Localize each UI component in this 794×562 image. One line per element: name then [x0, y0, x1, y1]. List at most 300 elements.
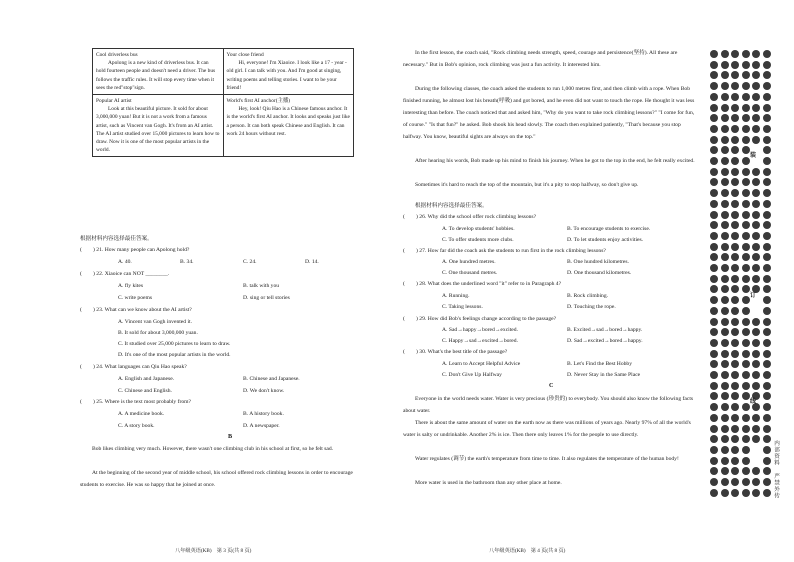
q27-option-d[interactable]: D. One thousand kilometres.	[567, 270, 632, 276]
binding-dot	[710, 125, 718, 133]
binding-dot	[742, 168, 750, 176]
binding-dot	[763, 71, 771, 79]
binding-dot	[742, 371, 750, 379]
q29-option-a[interactable]: A. Sad→happy→bored→excited.	[442, 327, 518, 333]
binding-dot	[710, 200, 718, 208]
binding-dot	[763, 318, 771, 326]
binding-dot	[721, 146, 729, 154]
q29-option-d[interactable]: D. Sad→excited→bored→happy.	[567, 338, 643, 344]
cell-title: Popular AI artist	[96, 98, 132, 105]
binding-dot	[742, 104, 750, 112]
binding-dot	[763, 328, 771, 336]
binding-dot	[710, 382, 718, 390]
binding-dot	[721, 382, 729, 390]
binding-dot	[731, 146, 739, 154]
binding-dot	[721, 339, 729, 347]
binding-dot	[710, 136, 718, 144]
binding-dot	[721, 371, 729, 379]
binding-mark-zhuang: 装	[750, 152, 757, 159]
passage-b-paragraph-2: At the beginning of the second year of middle school, his school offered rock climbing lessons in order to encourage students to exercise. He was so happy that he joined at once.	[80, 470, 353, 488]
binding-dot	[752, 328, 760, 336]
page-footer-left: 八年级英语(KB) 第 3 页(共 8 页)	[175, 548, 252, 554]
binding-dot	[763, 253, 771, 261]
binding-dot	[710, 275, 718, 283]
binding-dot	[742, 296, 750, 304]
binding-dot	[752, 350, 760, 358]
q24-option-b[interactable]: B. Chinese and Japanese.	[243, 376, 300, 382]
binding-dot	[710, 403, 718, 411]
binding-dot	[742, 414, 750, 422]
binding-dot	[763, 189, 771, 197]
binding-dot	[742, 307, 750, 315]
binding-mark-ding: 订	[750, 292, 757, 299]
q27-option-c[interactable]: C. One thousand metres.	[442, 270, 498, 276]
binding-dot	[742, 478, 750, 486]
binding-dot	[721, 136, 729, 144]
binding-dot	[731, 71, 739, 79]
section-c-heading: C	[549, 382, 554, 389]
binding-dot	[710, 82, 718, 90]
passage-c-paragraph-3: Water regulates (调节) the earth's temperature from time to time. It also regulates the temperature of the human body!	[415, 456, 679, 462]
q21-option-b[interactable]: B. 34.	[180, 259, 194, 265]
question-23: ( ) 23. What can we know about the AI artist?	[80, 307, 192, 313]
section-b-heading: B	[228, 433, 233, 440]
q28-option-d[interactable]: D. Touching the rope.	[567, 304, 616, 310]
binding-dot	[763, 478, 771, 486]
binding-dot	[731, 489, 739, 497]
binding-dot	[742, 435, 750, 443]
binding-dot	[721, 264, 729, 272]
binding-dot	[752, 339, 760, 347]
binding-dot	[752, 168, 760, 176]
binding-dot	[763, 392, 771, 400]
binding-dot	[763, 414, 771, 422]
binding-dot	[710, 189, 718, 197]
binding-dot	[710, 221, 718, 229]
binding-dot	[742, 275, 750, 283]
binding-dot	[763, 232, 771, 240]
binding-dot	[710, 50, 718, 58]
binding-dot	[752, 104, 760, 112]
binding-dot-strip	[710, 50, 784, 500]
binding-dot	[742, 467, 750, 475]
binding-dot	[752, 189, 760, 197]
binding-dot	[763, 125, 771, 133]
binding-dot	[710, 435, 718, 443]
binding-dot	[763, 221, 771, 229]
question-21: ( ) 21. How many people can Apolong hold?	[80, 247, 190, 253]
binding-dot	[763, 104, 771, 112]
q22-option-b[interactable]: B. talk with you	[243, 283, 280, 289]
binding-dot	[742, 253, 750, 261]
binding-dot	[752, 221, 760, 229]
q24-option-d[interactable]: D. We don't know.	[243, 388, 285, 394]
binding-dot	[742, 328, 750, 336]
binding-dot	[710, 489, 718, 497]
binding-dot	[752, 478, 760, 486]
binding-dot	[742, 71, 750, 79]
binding-dot	[752, 243, 760, 251]
cell-title: Cool driverless bus	[96, 52, 138, 58]
binding-dot	[721, 275, 729, 283]
q29-option-b[interactable]: B. Excited→sad→bored→happy.	[567, 327, 643, 333]
binding-dot	[710, 371, 718, 379]
binding-dot	[763, 114, 771, 122]
q28-option-a[interactable]: A. Running.	[442, 293, 470, 299]
binding-dot	[763, 489, 771, 497]
binding-dot	[731, 467, 739, 475]
binding-dot	[710, 178, 718, 186]
binding-dot	[710, 232, 718, 240]
binding-dot	[710, 243, 718, 251]
binding-dot	[721, 93, 729, 101]
binding-dot	[731, 328, 739, 336]
cell-body: Hi, everyone! I'm Xiaoice. I look like a 17 - year - old girl. I can talk with you. And I'm good at singing, writing poems and telling stories. I want to be your friend!	[226, 60, 347, 91]
binding-dot	[721, 360, 729, 368]
binding-dot	[763, 264, 771, 272]
binding-dot	[752, 93, 760, 101]
passage-b-paragraph-5: After hearing his words, Bob made up his mind to finish his journey. When he got to the top in the end, he felt really excited.	[415, 158, 695, 164]
q26-option-a[interactable]: A. To develop students' hobbies.	[442, 226, 515, 232]
binding-dot	[710, 264, 718, 272]
binding-dot	[731, 446, 739, 454]
binding-dot	[752, 200, 760, 208]
q26-option-b[interactable]: B. To encourage students to exercise.	[567, 226, 651, 232]
binding-dot	[763, 360, 771, 368]
binding-dot	[742, 339, 750, 347]
binding-dot	[710, 478, 718, 486]
q28-option-b[interactable]: B. Rock climbing.	[567, 293, 609, 299]
binding-dot	[721, 200, 729, 208]
binding-dot	[721, 232, 729, 240]
binding-dot	[731, 178, 739, 186]
binding-dot	[763, 146, 771, 154]
binding-dot	[710, 339, 718, 347]
q25-option-c[interactable]: C. A story book.	[118, 423, 155, 429]
table-cell-anchor	[223, 95, 354, 157]
q30-option-a[interactable]: A. Learn to Accept Helpful Advice	[442, 361, 521, 367]
cell-body: Apolong is a new kind of driverless bus. It can hold fourteen people and doesn't need a driver. The bus follows the traffic rules. It will stop every time when it sees the red"stop"sign.	[96, 60, 216, 91]
q26-option-d[interactable]: D. To let students enjoy activities.	[567, 237, 644, 243]
q22-option-a[interactable]: A. fly kites	[118, 283, 144, 289]
binding-dot	[721, 457, 729, 465]
binding-dot	[752, 136, 760, 144]
binding-dot	[752, 253, 760, 261]
binding-dot	[742, 136, 750, 144]
binding-dot	[742, 93, 750, 101]
cell-body: Hey, look! Qiu Hao is a Chinese famous anchor. It is the world's first AI anchor. It looks and speaks just like a person. It can both speak Chinese and English. It can work 24 hours without rest.	[226, 106, 350, 137]
q29-option-c[interactable]: C. Happy→sad→excited→bored.	[442, 338, 518, 344]
binding-dot	[731, 136, 739, 144]
q30-option-b[interactable]: B. Let's Find the Best Hobby	[567, 361, 633, 367]
binding-dot	[742, 200, 750, 208]
binding-dot	[763, 382, 771, 390]
binding-dot	[763, 435, 771, 443]
binding-dot	[721, 253, 729, 261]
binding-dot	[742, 457, 750, 465]
q23-option-d[interactable]: D. It's one of the most popular artists in the world.	[118, 352, 231, 358]
binding-dot	[742, 211, 750, 219]
binding-dot	[721, 71, 729, 79]
question-30: ( ) 30. What's the best title of the passage?	[403, 349, 508, 355]
binding-dot	[721, 350, 729, 358]
binding-dot	[731, 403, 739, 411]
binding-dot	[731, 285, 739, 293]
binding-dot	[742, 446, 750, 454]
binding-dot	[752, 71, 760, 79]
q23-option-b[interactable]: B. It sold for about 3,000,000 yuan.	[118, 330, 198, 336]
binding-dot	[721, 318, 729, 326]
binding-dot	[731, 61, 739, 69]
binding-dot	[721, 178, 729, 186]
binding-dot	[742, 125, 750, 133]
binding-dot	[710, 168, 718, 176]
binding-dot	[742, 285, 750, 293]
binding-dot	[763, 467, 771, 475]
q28-option-c[interactable]: C. Taking lessons.	[442, 304, 483, 310]
binding-dot	[763, 350, 771, 358]
binding-dot	[721, 114, 729, 122]
passage-b-paragraph-1: Bob likes climbing very much. However, there wasn't one climbing club in his school at first, so he felt sad.	[92, 446, 334, 452]
binding-dot	[752, 211, 760, 219]
q25-option-d[interactable]: D. A newspaper.	[243, 423, 280, 429]
binding-dot	[763, 200, 771, 208]
binding-dot	[742, 114, 750, 122]
binding-dot	[710, 467, 718, 475]
binding-dot	[742, 360, 750, 368]
binding-dot	[752, 489, 760, 497]
binding-dot	[721, 157, 729, 165]
q25-option-a[interactable]: A. A medicine book.	[118, 411, 165, 417]
binding-dot	[742, 50, 750, 58]
binding-dot	[731, 307, 739, 315]
binding-dot	[710, 457, 718, 465]
binding-dot	[752, 114, 760, 122]
binding-dot	[752, 435, 760, 443]
binding-dot	[752, 371, 760, 379]
binding-mark-xian: 线	[750, 398, 757, 405]
binding-dot	[710, 446, 718, 454]
instruction: 根据材料内容选择最佳答案。	[80, 236, 153, 242]
binding-dot	[731, 168, 739, 176]
q21-option-a[interactable]: A. 40.	[118, 259, 132, 265]
cell-title: Your close friend	[226, 52, 264, 58]
binding-dot	[721, 328, 729, 336]
binding-dot	[731, 371, 739, 379]
binding-dot	[763, 339, 771, 347]
passage-c-paragraph-4: More water is used in the bathroom than any other place at home.	[415, 480, 562, 486]
binding-dot	[763, 446, 771, 454]
binding-dot	[763, 307, 771, 315]
binding-dot	[710, 61, 718, 69]
binding-dot	[731, 425, 739, 433]
binding-dot	[763, 136, 771, 144]
binding-dot	[731, 114, 739, 122]
binding-dot	[721, 425, 729, 433]
binding-dot	[721, 392, 729, 400]
binding-dot	[721, 403, 729, 411]
q27-option-b[interactable]: B. One hundred kilometres.	[567, 259, 629, 265]
binding-dot	[763, 157, 771, 165]
binding-dot	[763, 403, 771, 411]
binding-dot	[763, 285, 771, 293]
binding-dot	[721, 489, 729, 497]
binding-dot	[721, 296, 729, 304]
binding-dot	[763, 178, 771, 186]
question-24: ( ) 24. What languages can Qiu Hao speak?	[80, 364, 187, 370]
question-28: ( ) 28. What does the underlined word "it" refer to in Paragraph 4?	[403, 281, 562, 287]
binding-dot	[731, 275, 739, 283]
binding-dot	[763, 457, 771, 465]
passage-c-paragraph-2: There is about the same amount of water on the earth now as there was millions of years ago. Nearly 97% of all the world's water is salty or undrinkable. Another 2% is ice. Then there only leaves 1% for the people to use directly.	[403, 420, 691, 438]
cell-body: Look at this beautiful picture. It sold for about 3,000,000 yuan! But it is not a work from a famous artist, such as Vincent van Gogh. It's from an AI artist. The AI artist studied over 15,000 pictures to learn how to draw. Now it is one of the most popular artists in the world.	[96, 106, 220, 154]
binding-dot	[731, 189, 739, 197]
q26-option-c[interactable]: C. To offer students more clubs.	[442, 237, 514, 243]
binding-dot	[710, 360, 718, 368]
binding-dot	[721, 82, 729, 90]
binding-dot	[731, 211, 739, 219]
binding-dot	[742, 425, 750, 433]
binding-dot	[731, 200, 739, 208]
binding-dot	[742, 243, 750, 251]
table-cell-artist	[93, 95, 224, 157]
q23-option-a[interactable]: A. Vincent van Gogh invented it.	[118, 319, 192, 325]
binding-dot	[763, 61, 771, 69]
binding-dot	[710, 93, 718, 101]
question-27: ( ) 27. How far did the coach ask the students to run first in the rock climbing lessons?	[403, 248, 606, 254]
binding-dot	[721, 435, 729, 443]
binding-dot	[752, 82, 760, 90]
question-29: ( ) 29. How did Bob's feelings change according to the passage?	[403, 316, 557, 322]
binding-dot	[742, 61, 750, 69]
binding-dot	[731, 392, 739, 400]
binding-dot	[731, 93, 739, 101]
question-25: ( ) 25. Where is the text most probably from?	[80, 399, 191, 405]
binding-dot	[742, 232, 750, 240]
binding-dot	[731, 232, 739, 240]
binding-dot	[763, 93, 771, 101]
binding-dot	[763, 82, 771, 90]
table-cell-friend	[223, 49, 354, 95]
binding-dot	[710, 296, 718, 304]
binding-dot	[721, 61, 729, 69]
binding-dot	[731, 104, 739, 112]
binding-dot	[710, 307, 718, 315]
binding-dot	[710, 318, 718, 326]
binding-dot	[752, 467, 760, 475]
binding-dot	[721, 221, 729, 229]
binding-dot	[752, 264, 760, 272]
binding-dot	[721, 446, 729, 454]
binding-dot	[710, 285, 718, 293]
ai-info-table	[92, 48, 354, 157]
q25-option-b[interactable]: B. A history book.	[243, 411, 284, 417]
binding-dot	[710, 328, 718, 336]
q24-option-a[interactable]: A. English and Japanese.	[118, 376, 175, 382]
q24-option-c[interactable]: C. Chinese and English.	[118, 388, 172, 394]
binding-dot	[752, 360, 760, 368]
binding-dot	[710, 211, 718, 219]
binding-dot	[763, 211, 771, 219]
cell-title: World's first AI anchor(主播)	[226, 98, 291, 105]
binding-dot	[752, 414, 760, 422]
page-footer-right: 八年级英语(KB) 第 4 页(共 8 页)	[489, 548, 566, 554]
q23-option-c[interactable]: C. It studied over 25,000 pictures to learn to draw.	[118, 341, 231, 347]
binding-note: 内部资料 严禁外传	[773, 440, 779, 500]
q22-option-c[interactable]: C. write poems	[118, 295, 153, 301]
binding-dot	[742, 178, 750, 186]
binding-dot	[710, 253, 718, 261]
binding-dot	[731, 478, 739, 486]
binding-dot	[710, 157, 718, 165]
binding-dot	[710, 104, 718, 112]
binding-dot	[742, 318, 750, 326]
binding-dot	[731, 350, 739, 358]
q22-option-d[interactable]: D. sing or tell stories	[243, 295, 290, 301]
binding-dot	[731, 50, 739, 58]
binding-dot	[752, 125, 760, 133]
binding-dot	[731, 414, 739, 422]
binding-dot	[710, 425, 718, 433]
binding-dot	[763, 425, 771, 433]
binding-dot	[763, 243, 771, 251]
binding-dot	[752, 232, 760, 240]
binding-dot	[731, 157, 739, 165]
q30-option-c[interactable]: C. Don't Give Up Halfway	[442, 372, 502, 378]
binding-dot	[721, 168, 729, 176]
binding-dot	[742, 157, 750, 165]
binding-dot	[731, 221, 739, 229]
binding-dot	[752, 50, 760, 58]
binding-dot	[710, 146, 718, 154]
binding-dot	[710, 414, 718, 422]
binding-dot	[710, 114, 718, 122]
binding-dot	[721, 125, 729, 133]
binding-dot	[742, 382, 750, 390]
q27-option-a[interactable]: A. One hundred metres.	[442, 259, 496, 265]
question-22: ( ) 22. Xiaoice can NOT ________.	[80, 271, 170, 277]
binding-dot	[731, 296, 739, 304]
q30-option-d[interactable]: D. Never Stay in the Same Place	[567, 372, 641, 378]
binding-dot	[752, 178, 760, 186]
binding-dot	[731, 264, 739, 272]
binding-dot	[763, 50, 771, 58]
binding-dot	[763, 168, 771, 176]
binding-dot	[710, 392, 718, 400]
passage-b-paragraph-6: Sometimes it's hard to reach the top of the mountain, but it's a pity to stop halfway, so don't give up.	[415, 182, 639, 188]
binding-dot	[752, 318, 760, 326]
passage-c-paragraph-1: Everyone in the world needs water. Water is very precious (珍贵的) to everybody. You should also know the following facts about water.	[403, 396, 694, 414]
binding-dot	[721, 478, 729, 486]
q21-option-c[interactable]: C. 24.	[243, 259, 257, 265]
binding-dot	[742, 264, 750, 272]
passage-b-paragraph-4: During the following classes, the coach asked the students to run 1,000 metres first, and then climb with a rope. When Bob finished running, he almost lost his breath(呼吸) and got bored, and he even did not want to touch the rope. He thought it was less interesting than before. The coach noticed that and asked him, "Why do you want to take rock climbing lessons?" "I come for fun, of course." "Is that fun?" he asked. Bob shook his head slowly. The coach then explained patiently, "That's because you stop halfway. You know, beautiful sights are always on the top."	[403, 86, 695, 140]
binding-dot	[742, 489, 750, 497]
binding-dot	[752, 382, 760, 390]
instruction: 根据材料内容选择最佳答案。	[415, 203, 488, 209]
binding-dot	[721, 189, 729, 197]
binding-dot	[731, 435, 739, 443]
binding-dot	[710, 350, 718, 358]
binding-dot	[710, 71, 718, 79]
binding-dot	[731, 457, 739, 465]
q21-option-d[interactable]: D. 14.	[305, 259, 319, 265]
binding-dot	[752, 425, 760, 433]
binding-dot	[742, 350, 750, 358]
binding-dot	[752, 275, 760, 283]
binding-dot	[721, 243, 729, 251]
binding-dot	[742, 189, 750, 197]
